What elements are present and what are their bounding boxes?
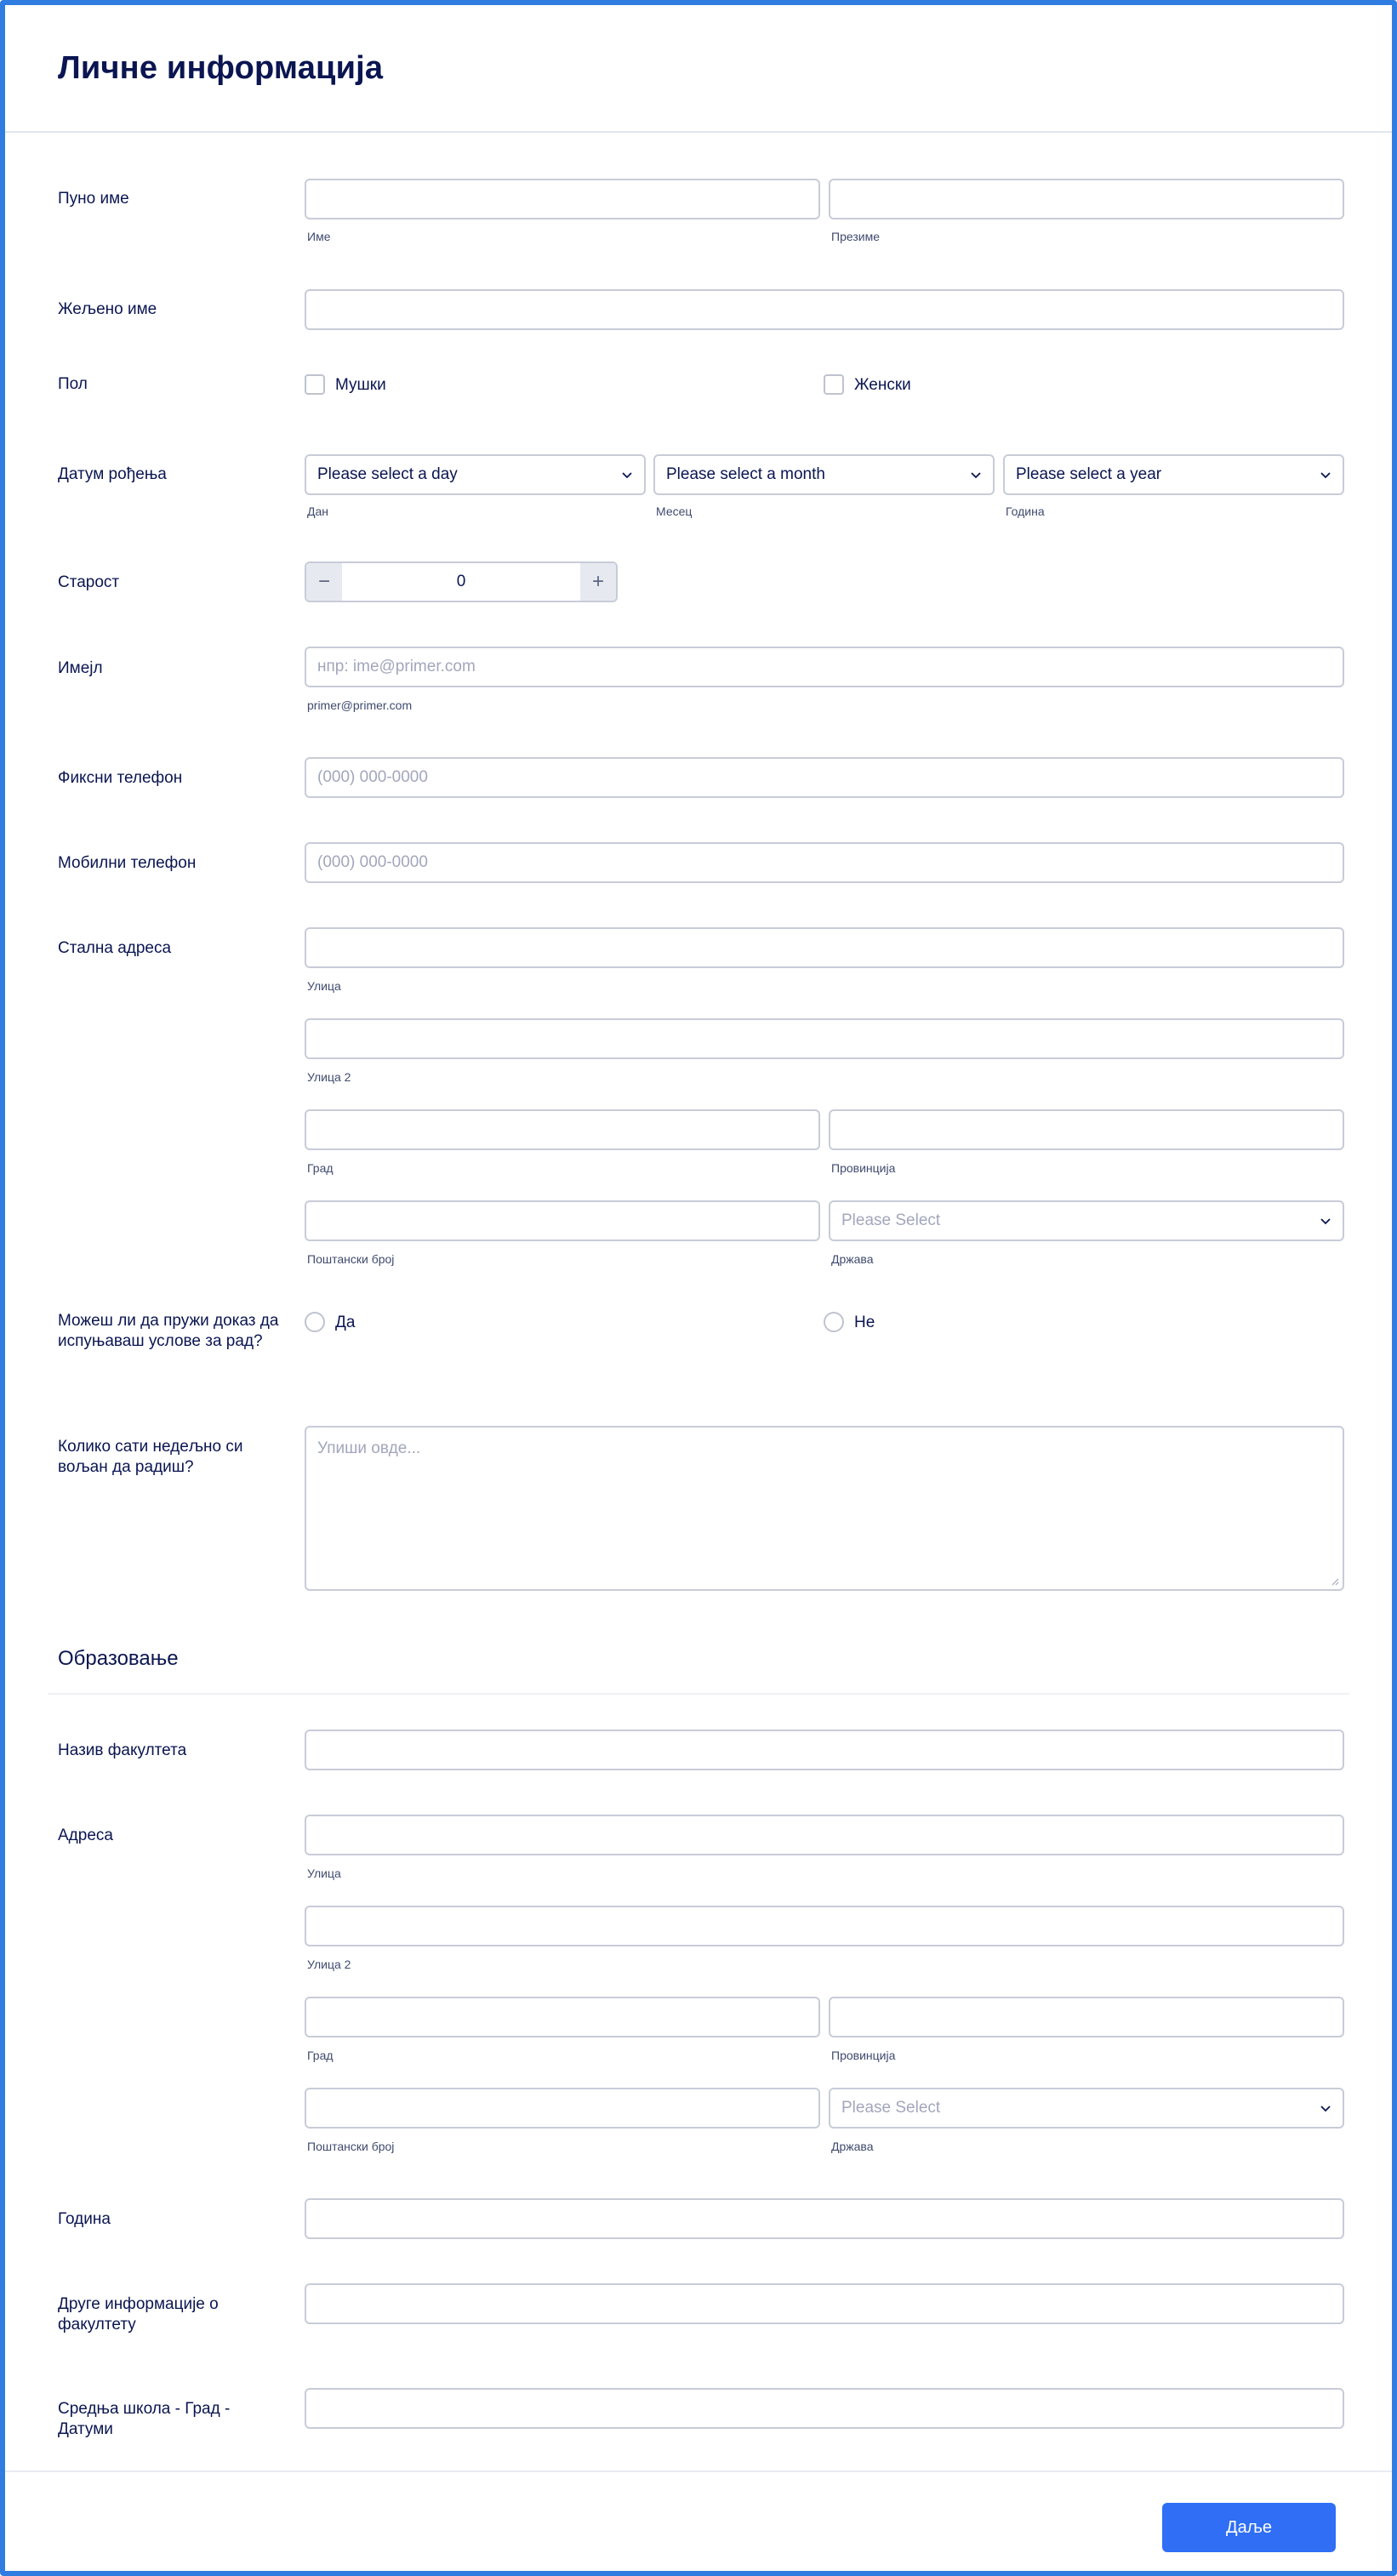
address-city-sublabel: Град	[307, 1161, 334, 1175]
birth-month-value: Please select a month	[666, 465, 825, 483]
next-button[interactable]: Даље	[1162, 2503, 1336, 2552]
faculty-country-sublabel: Држава	[831, 2140, 874, 2153]
email-input[interactable]: нпр: ime@primer.com	[305, 647, 1344, 687]
work-proof-no-radio[interactable]	[824, 1312, 844, 1332]
chevron-down-icon	[969, 468, 983, 482]
faculty-city-sublabel: Град	[307, 2049, 334, 2062]
faculty-postal-sublabel: Поштански број	[307, 2140, 395, 2153]
birth-year-select[interactable]	[1003, 454, 1344, 495]
address-postal-input[interactable]	[305, 1200, 820, 1241]
mobile-input[interactable]: (000) 000-0000	[305, 842, 1344, 883]
gender-female-label: Женски	[854, 376, 911, 394]
faculty-address-label: Адреса	[58, 1827, 113, 1844]
last-name-sublabel: Презиме	[831, 230, 880, 243]
work-proof-yes-radio[interactable]	[305, 1312, 325, 1332]
birth-month-sublabel: Месец	[656, 504, 693, 518]
first-name-sublabel: Име	[307, 230, 331, 243]
faculty-province-input[interactable]	[829, 1997, 1344, 2037]
address-street2-sublabel: Улица 2	[307, 1070, 351, 1084]
faculty-name-input[interactable]	[305, 1730, 1344, 1770]
address-label: Стална адреса	[58, 939, 172, 957]
faculty-street2-sublabel: Улица 2	[307, 1958, 351, 1971]
age-stepper	[305, 561, 618, 602]
landline-label: Фиксни телефон	[58, 769, 183, 787]
form-footer	[5, 2471, 1392, 2571]
faculty-postal-input[interactable]	[305, 2088, 820, 2129]
form-header	[5, 5, 1392, 133]
chevron-down-icon	[1319, 468, 1332, 482]
birth-month-select[interactable]	[653, 454, 995, 495]
birth-day-value: Please select a day	[317, 465, 458, 483]
address-city-input[interactable]	[305, 1109, 820, 1150]
address-province-sublabel: Провинција	[831, 1161, 896, 1175]
faculty-country-value: Please Select	[841, 2099, 941, 2117]
mobile-label: Мобилни телефон	[58, 854, 197, 872]
faculty-country-select[interactable]	[829, 2088, 1344, 2129]
chevron-down-icon	[620, 468, 634, 482]
faculty-street-input[interactable]	[305, 1815, 1344, 1855]
other-info-label: Друге информације о факултету	[58, 2295, 219, 2334]
chevron-down-icon	[1319, 2101, 1332, 2115]
section-divider	[48, 1693, 1349, 1695]
birth-day-sublabel: Дан	[307, 504, 328, 518]
gender-male-checkbox[interactable]	[305, 374, 325, 395]
gender-male-label: Мушки	[335, 376, 386, 394]
faculty-street-sublabel: Улица	[307, 1866, 341, 1880]
last-name-input[interactable]	[829, 179, 1344, 219]
preferred-name-label: Жељено име	[58, 300, 157, 318]
full-name-label: Пуно име	[58, 190, 129, 208]
work-proof-label: Можеш ли да пружи доказ да испуњаваш услове за рад?	[58, 1312, 279, 1350]
gender-female-checkbox[interactable]	[824, 374, 844, 395]
hours-textarea[interactable]	[305, 1426, 1344, 1591]
education-section-title: Образовање	[58, 1647, 179, 1670]
birth-date-label: Датум рођења	[58, 465, 167, 483]
hours-placeholder: Упиши овде...	[317, 1439, 421, 1457]
address-country-select[interactable]	[829, 1200, 1344, 1241]
chevron-down-icon	[1319, 1214, 1332, 1228]
form-title: Личне информација	[58, 49, 384, 86]
address-street-sublabel: Улица	[307, 979, 341, 993]
faculty-city-input[interactable]	[305, 1997, 820, 2037]
other-info-input[interactable]	[305, 2283, 1344, 2324]
work-proof-yes-label: Да	[335, 1314, 356, 1331]
email-sublabel: primer@primer.com	[307, 698, 413, 712]
work-proof-no-label: Не	[854, 1314, 875, 1331]
high-school-label: Средња школа - Град - Датуми	[58, 2400, 231, 2438]
age-value[interactable]: 0	[456, 573, 466, 590]
faculty-province-sublabel: Провинција	[831, 2049, 896, 2062]
address-street-input[interactable]	[305, 927, 1344, 968]
birth-year-sublabel: Година	[1006, 504, 1045, 518]
birth-day-select[interactable]	[305, 454, 646, 495]
year-label: Година	[58, 2210, 111, 2228]
faculty-name-label: Назив факултета	[58, 1741, 187, 1759]
decrement-button[interactable]: −	[306, 563, 342, 601]
increment-button[interactable]: +	[580, 563, 616, 601]
preferred-name-input[interactable]	[305, 289, 1344, 330]
address-country-value: Please Select	[841, 1211, 941, 1229]
high-school-input[interactable]	[305, 2388, 1344, 2429]
year-input[interactable]	[305, 2198, 1344, 2239]
faculty-street2-input[interactable]	[305, 1906, 1344, 1946]
address-province-input[interactable]	[829, 1109, 1344, 1150]
address-country-sublabel: Држава	[831, 1252, 874, 1266]
address-street2-input[interactable]	[305, 1018, 1344, 1059]
address-postal-sublabel: Поштански број	[307, 1252, 395, 1266]
email-label: Имејл	[58, 659, 103, 677]
first-name-input[interactable]	[305, 179, 820, 219]
resize-handle-icon[interactable]	[1329, 1576, 1339, 1586]
hours-label: Колико сати недељно си вољан да радиш?	[58, 1438, 243, 1476]
birth-year-value: Please select a year	[1016, 465, 1162, 483]
age-label: Старост	[58, 573, 120, 591]
gender-label: Пол	[58, 375, 88, 393]
landline-input[interactable]: (000) 000-0000	[305, 757, 1344, 798]
